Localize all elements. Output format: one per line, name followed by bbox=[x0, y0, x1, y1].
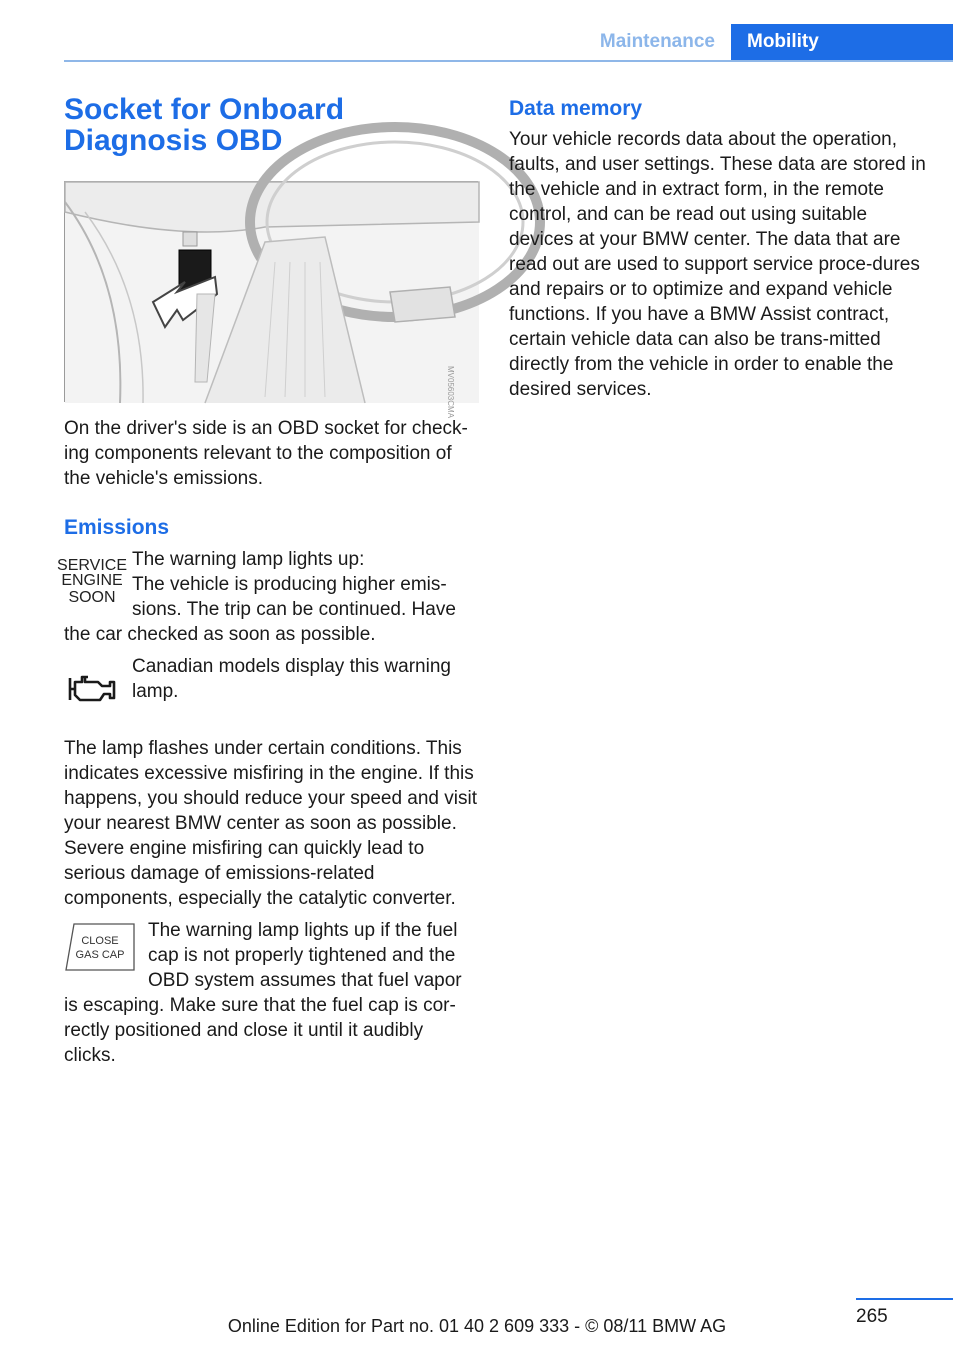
service-engine-soon-icon bbox=[57, 552, 127, 610]
tab-maintenance[interactable]: Maintenance bbox=[599, 31, 715, 52]
p1-line3: sions. The trip can be continued. Have bbox=[132, 599, 456, 620]
p1-line1: The warning lamp lights up: bbox=[132, 549, 365, 570]
page-number-rule bbox=[856, 1298, 953, 1300]
canadian-paragraph: Canadian models display this warning lamp. bbox=[132, 656, 451, 702]
icon1-line1: SERVICE bbox=[57, 557, 127, 574]
footer-text: Online Edition for Part no. 01 40 2 609 333 - © 08/11 BMW AG bbox=[227, 1316, 727, 1336]
misfire-paragraph: The lamp flashes under certain conditions. This indicates excessive misfiring in the engine. If this happens, you should reduce your speed and visit your nearest BMW center as soon as possible. Severe engine misfiring can quickly lead to serious damage of emissions-related components, especially the catalytic converter. bbox=[64, 738, 477, 909]
tab-mobility[interactable]: Mobility bbox=[731, 24, 953, 60]
p4-line3: OBD system assumes that fuel vapor bbox=[148, 970, 462, 991]
page-number: 265 bbox=[856, 1306, 888, 1327]
figure-code: MV05603CMA bbox=[446, 366, 455, 419]
header-rule bbox=[64, 60, 953, 62]
p4-line2: cap is not properly tightened and the bbox=[148, 945, 456, 966]
data-memory-body: Your vehicle records data about the operation, faults, and user settings. These data are stored in the vehicle and in extract form, in the remote control, and can be read out using suitable devices at your BMW center. The data that are read out are used to support service proce-dures and repairs or to optimize and expand vehicle functions. If you have a BMW Assist contract, certain vehicle data can also be trans-mitted directly from the vehicle in order to enable the desired services. bbox=[509, 129, 926, 400]
obd-socket-illustration bbox=[64, 181, 478, 402]
obd-illustration-svg bbox=[65, 182, 479, 403]
engine-warning-icon bbox=[66, 670, 118, 706]
icon3-line1: CLOSE bbox=[81, 935, 119, 947]
icon1-line2: ENGINE bbox=[61, 572, 123, 589]
p1-line2: The vehicle is producing higher emis- bbox=[132, 574, 447, 595]
p4-line1: The warning lamp lights up if the fuel bbox=[148, 920, 458, 941]
p1-line4: the car checked as soon as possible. bbox=[64, 624, 376, 645]
page-title: Socket for Onboard Diagnosis OBD bbox=[64, 93, 345, 157]
icon3-line2: GAS CAP bbox=[75, 949, 125, 961]
close-gas-cap-icon bbox=[64, 922, 136, 972]
emissions-heading: Emissions bbox=[64, 516, 170, 539]
icon1-line3: SOON bbox=[68, 589, 116, 606]
intro-paragraph: On the driver's side is an OBD socket for check-ing components relevant to the composition of the vehicle's emissions. bbox=[64, 418, 468, 489]
p4-rest: is escaping. Make sure that the fuel cap is cor-rectly positioned and close it until it audibly clicks. bbox=[64, 995, 456, 1066]
data-memory-heading: Data memory bbox=[509, 97, 643, 120]
